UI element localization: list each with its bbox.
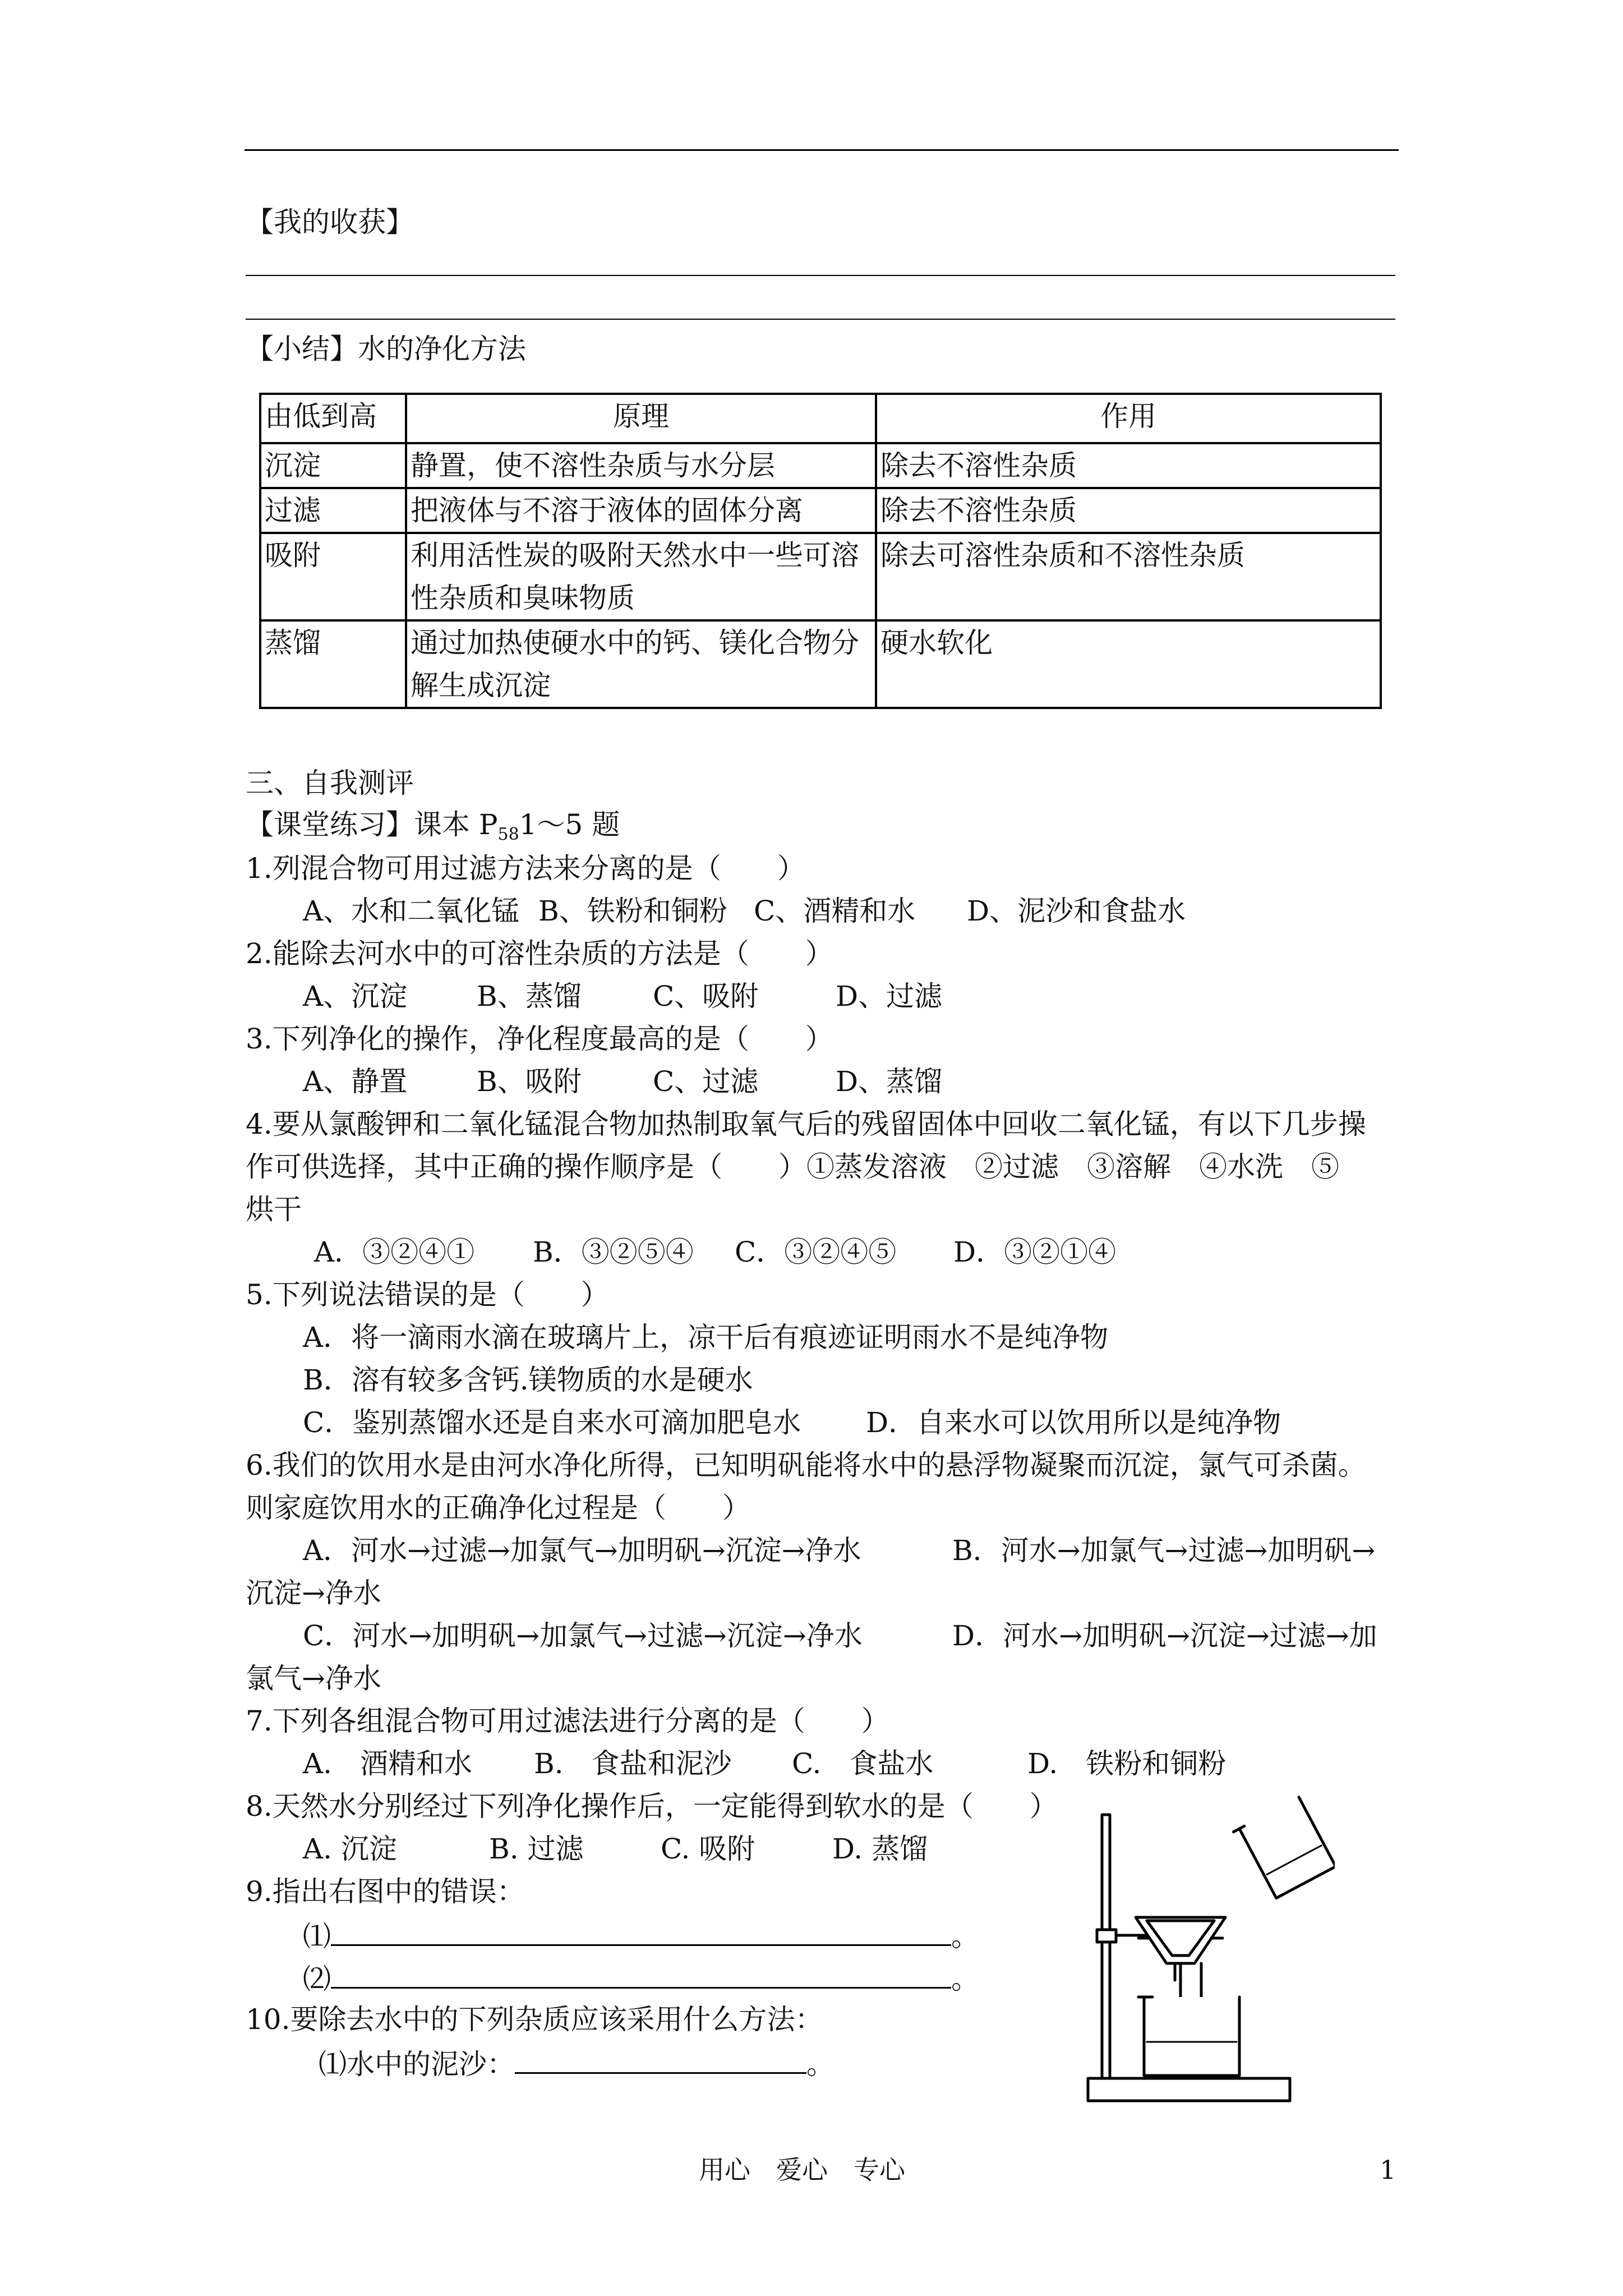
pouring-beaker: [1233, 1797, 1335, 1902]
q1-stem: 1.列混合物可用过滤方法来分离的是（ ）: [246, 852, 805, 885]
page-number: 1: [1380, 2155, 1396, 2185]
q7-options: [303, 1742, 1226, 1785]
q1-option-b: B、铁粉和铜粉: [538, 895, 727, 927]
effect-cell: 硬水软化: [876, 620, 1381, 708]
q6-option-a: A．河水→过滤→加氯气→加明矾→沉淀→净水: [303, 1534, 861, 1567]
q6-option-c: C．河水→加明矾→加氯气→过滤→沉淀→净水: [303, 1619, 863, 1652]
q7-option-b: B. 食盐和泥沙: [534, 1747, 732, 1780]
header-order: 由低到高: [260, 394, 406, 443]
q6-option-d-line2: 氯气→净水: [246, 1662, 381, 1695]
q6-stem-line1: 6.我们的饮用水是由河水净化所得，已知明矾能将水中的悬浮物凝聚而沉淀，氯气可杀菌。: [246, 1449, 1366, 1481]
q2-option-c: C、吸附: [653, 980, 759, 1013]
q9-blank-2[interactable]: [331, 1955, 951, 1989]
q5-option-c: C．鉴别蒸馏水还是自来水可滴加肥皂水: [303, 1406, 801, 1439]
q5-option-d: D．自来水可以饮用所以是纯净物: [866, 1406, 1281, 1439]
header-effect: 作用: [876, 394, 1381, 443]
footer-motto: 用心 爱心 专心: [699, 2155, 905, 2185]
q8-option-a: A. 沉淀: [303, 1833, 397, 1865]
q4-option-a: A．③②④①: [314, 1236, 475, 1268]
q3-option-c: C、过滤: [653, 1065, 759, 1098]
q1-option-d: D、泥沙和食盐水: [967, 895, 1186, 927]
method-cell: 过滤: [260, 488, 406, 533]
table-row: [260, 533, 1381, 620]
harvest-line-1: [246, 275, 1395, 276]
q3-option-a: A、静置: [303, 1065, 408, 1098]
q4-option-b: B．③②⑤④: [533, 1236, 694, 1268]
q9-blank-1[interactable]: [331, 1913, 951, 1946]
practice-suffix: 1～5 题: [519, 808, 620, 841]
method-cell: 蒸馏: [260, 620, 406, 708]
q9-blank-2-number: ⑵: [303, 1963, 331, 1995]
principle-cell: 通过加热使硬水中的钙、镁化合物分解生成沉淀: [406, 620, 876, 708]
q6-option-b-line2: 沉淀→净水: [246, 1577, 381, 1609]
q10-item-1-label: ⑴水中的泥沙：: [319, 2048, 515, 2081]
method-cell: 沉淀: [260, 443, 406, 488]
q8-option-c: C. 吸附: [661, 1833, 755, 1865]
q4-stem-line1: 4.要从氯酸钾和二氧化锰混合物加热制取氧气后的残留固体中回收二氧化锰，有以下几步操: [246, 1108, 1366, 1140]
q8-option-d: D. 蒸馏: [832, 1833, 928, 1865]
q7-stem: 7.下列各组混合物可用过滤法进行分离的是（ ）: [246, 1705, 889, 1737]
q4-option-d: D．③②①④: [953, 1236, 1117, 1268]
practice-page-sub: 58: [497, 825, 519, 844]
purification-table: [259, 393, 1382, 709]
q4-stem-line2: 作可供选择，其中正确的操作顺序是（ ）①蒸发溶液 ②过滤 ③溶解 ④水洗 ⑤: [246, 1151, 1339, 1183]
header-principle: 原理: [406, 394, 876, 443]
clamp-boss: [1097, 1930, 1116, 1942]
q2-option-b: B、蒸馏: [477, 980, 582, 1013]
q9-blank-1-number: ⑴: [303, 1920, 331, 1953]
q4-stem-line3: 烘干: [246, 1193, 302, 1226]
principle-cell: 静置，使不溶性杂质与水分层: [406, 443, 876, 488]
table-row: [260, 443, 1381, 488]
q9-stem: 9.指出右图中的错误：: [246, 1875, 525, 1908]
q1-option-c: C、酒精和水: [754, 895, 916, 927]
q3-options: [303, 1060, 942, 1103]
q1-option-a: A、水和二氧化锰: [303, 895, 520, 927]
header-rule: [245, 149, 1399, 151]
table-row: [260, 488, 1381, 533]
effect-cell: 除去可溶性杂质和不溶性杂质: [876, 533, 1381, 620]
principle-cell: 利用活性炭的吸附天然水中一些可溶性杂质和臭味物质: [406, 533, 876, 620]
q2-option-a: A、沉淀: [303, 980, 408, 1013]
q9-blank-1-line: [303, 1913, 979, 1958]
q4-option-c: C．③②④⑤: [735, 1236, 897, 1268]
q7-option-d: D. 铁粉和铜粉: [1027, 1747, 1227, 1780]
summary-title: 【小结】水的净化方法: [246, 333, 526, 365]
section3-title: 三、自我测评: [246, 767, 414, 799]
q6-options-ab: [303, 1529, 1375, 1572]
q9-blank-1-end: 。: [951, 1920, 979, 1953]
method-cell: 吸附: [260, 533, 406, 620]
q2-stem: 2.能除去河水中的可溶性杂质的方法是（ ）: [246, 937, 833, 970]
harvest-line-2: [246, 319, 1395, 320]
table-row: [260, 620, 1381, 708]
practice-prefix: 【课堂练习】课本 P: [246, 808, 498, 841]
q5-option-b: B．溶有较多含钙.镁物质的水是硬水: [303, 1364, 753, 1396]
q6-stem-line2: 则家庭饮用水的正确净化过程是（ ）: [246, 1492, 750, 1524]
q2-options: [303, 975, 942, 1018]
q4-options: [314, 1231, 1116, 1273]
q6-option-b-line1: B．河水→加氯气→过滤→加明矾→: [952, 1534, 1376, 1567]
q6-options-cd: [303, 1614, 1377, 1657]
q5-stem: 5.下列说法错误的是（ ）: [246, 1278, 609, 1311]
effect-cell: 除去不溶性杂质: [876, 443, 1381, 488]
filtration-apparatus-figure: [1054, 1795, 1335, 2109]
q10-item-1-line: [319, 2041, 834, 2086]
q2-option-d: D、过滤: [836, 980, 943, 1013]
q10-item-1-end: 。: [806, 2048, 834, 2081]
q3-option-d: D、蒸馏: [836, 1065, 943, 1098]
q8-stem: 8.天然水分别经过下列净化操作后，一定能得到软水的是（ ）: [246, 1790, 1058, 1823]
q9-blank-2-line: [303, 1955, 979, 2000]
stand-base: [1088, 2078, 1290, 2101]
receiving-beaker: [1144, 1997, 1239, 2076]
q3-stem: 3.下列净化的操作，净化程度最高的是（ ）: [246, 1023, 833, 1055]
stand-rod: [1102, 1815, 1110, 2078]
table-header-row: [260, 394, 1381, 443]
q7-option-c: C. 食盐水: [792, 1747, 934, 1780]
effect-cell: 除去不溶性杂质: [876, 488, 1381, 533]
q5-options-cd: [303, 1401, 1281, 1444]
q6-option-d-line1: D．河水→加明矾→沉淀→过滤→加: [952, 1619, 1377, 1652]
q10-blank-1[interactable]: [515, 2041, 806, 2074]
q1-options: [303, 890, 1186, 932]
q5-option-a: A．将一滴雨水滴在玻璃片上，凉干后有痕迹证明雨水不是纯净物: [303, 1321, 1109, 1354]
principle-cell: 把液体与不溶于液体的固体分离: [406, 488, 876, 533]
q8-option-b: B. 过滤: [489, 1833, 584, 1865]
q10-stem: 10.要除去水中的下列杂质应该采用什么方法：: [246, 2003, 823, 2036]
q7-option-a: A. 酒精和水: [303, 1747, 473, 1780]
harvest-title: 【我的收获】: [246, 206, 414, 238]
q9-blank-2-end: 。: [951, 1963, 979, 1995]
q8-options: [303, 1828, 928, 1870]
q3-option-b: B、吸附: [477, 1065, 582, 1098]
